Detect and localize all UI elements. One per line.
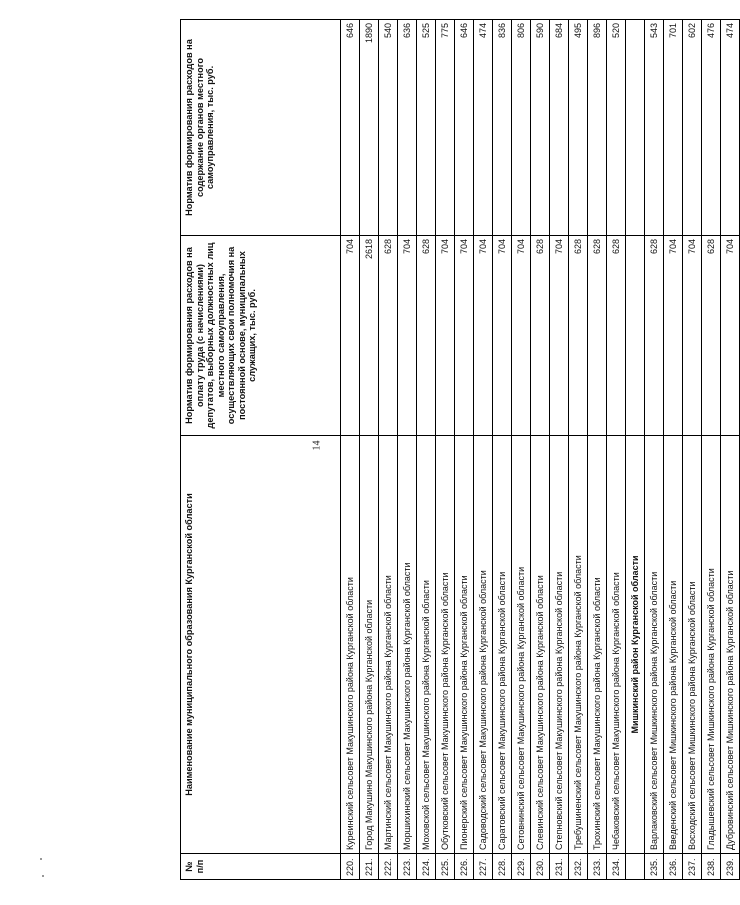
table-row [531, 20, 550, 880]
row-number: 225. [436, 854, 455, 880]
row-number: 222. [379, 854, 398, 880]
section-row [626, 20, 645, 880]
norm-maint-value: 590 [531, 20, 550, 236]
norm-pay-value: 628 [645, 236, 664, 436]
row-number: 223. [398, 854, 417, 880]
municipality-name: Саратовский сельсовет Макушинского района Курганской области [493, 436, 512, 854]
norm-pay-value: 704 [341, 236, 360, 436]
norm-maint-value: 775 [436, 20, 455, 236]
scan-speck [40, 858, 42, 860]
header-name: Наименование муниципального образования Курганской области [181, 436, 341, 854]
norm-pay-value: 704 [721, 236, 740, 436]
norm-pay-value: 704 [455, 236, 474, 436]
norm-maint-value: 602 [683, 20, 702, 236]
table-row [360, 20, 379, 880]
municipality-name: Трохинский сельсовет Макушинского района Курганской области [588, 436, 607, 854]
table-row [721, 20, 740, 880]
norm-maint-value: 701 [664, 20, 683, 236]
table-body-mishkino [645, 20, 740, 880]
header-norm-maint: Норматив формирования расходов на содержание органов местного самоуправления, тыс. руб. [181, 20, 341, 236]
table-section-mishkino [626, 20, 645, 880]
table-row [474, 20, 493, 880]
table-row [550, 20, 569, 880]
municipality-name: Чебаковский сельсовет Макушинского района Курганской области [607, 436, 626, 854]
norm-pay-value: 704 [398, 236, 417, 436]
norm-maint-value: 1890 [360, 20, 379, 236]
norm-maint-value: 495 [569, 20, 588, 236]
table-row [569, 20, 588, 880]
table-row [398, 20, 417, 880]
table-row [512, 20, 531, 880]
row-number: 220. [341, 854, 360, 880]
norm-pay-value: 628 [531, 236, 550, 436]
row-number: 227. [474, 854, 493, 880]
norm-maint-value: 474 [474, 20, 493, 236]
row-number: 238. [702, 854, 721, 880]
municipality-name: Моршихинский сельсовет Макушинского района Курганской области [398, 436, 417, 854]
row-number: 226. [455, 854, 474, 880]
municipality-name: Введенский сельсовет Мишкинского района Курганской области [664, 436, 683, 854]
municipality-name: Обутковский сельсовет Макушинского района Курганской области [436, 436, 455, 854]
header-num: № п/п [181, 854, 341, 880]
norm-maint-value: 684 [550, 20, 569, 236]
norm-maint-value: 476 [702, 20, 721, 236]
row-number: 233. [588, 854, 607, 880]
norm-maint-value: 543 [645, 20, 664, 236]
row-number: 237. [683, 854, 702, 880]
norm-maint-value: 474 [721, 20, 740, 236]
norm-pay-value: 2618 [360, 236, 379, 436]
table-row [493, 20, 512, 880]
row-number: 231. [550, 854, 569, 880]
norm-maint-value: 806 [512, 20, 531, 236]
header-norm-pay: Норматив формирования расходов на оплату труда (с начислениями) депутатов, выборных должностных лиц местного самоуправления, осуществляющих свои полномочия на постоянной основе, муниципальных служащих, тыс. руб. [181, 236, 341, 436]
row-number: 234. [607, 854, 626, 880]
row-number: 228. [493, 854, 512, 880]
municipality-name: Город Макушино Макушинского района Курганской области [360, 436, 379, 854]
table-header-row [181, 20, 341, 880]
municipality-name: Куреинский сельсовет Макушинского района Курганской области [341, 436, 360, 854]
municipality-name: Мартинский сельсовет Макушинского района Курганской области [379, 436, 398, 854]
norm-maint-value: 896 [588, 20, 607, 236]
scan-speck [42, 875, 44, 877]
norm-pay-value: 704 [683, 236, 702, 436]
table-row [683, 20, 702, 880]
table-row [436, 20, 455, 880]
norm-pay-value: 628 [607, 236, 626, 436]
norm-maint-value: 646 [455, 20, 474, 236]
table-body-makushino [341, 20, 626, 880]
row-number: 230. [531, 854, 550, 880]
norm-maint-value: 636 [398, 20, 417, 236]
rotated-table-container [180, 20, 735, 880]
row-number: 229. [512, 854, 531, 880]
norm-pay-value: 628 [588, 236, 607, 436]
norms-table [180, 19, 740, 880]
table-row [379, 20, 398, 880]
norm-maint-value: 525 [417, 20, 436, 236]
municipality-name: Садоводский сельсовет Макушинского района Курганской области [474, 436, 493, 854]
municipality-name: Степновский сельсовет Макушинского района Курганской области [550, 436, 569, 854]
municipality-name: Пионерский сельсовет Макушинского района Курганской области [455, 436, 474, 854]
norm-pay-value: 704 [664, 236, 683, 436]
page-number: 14 [311, 440, 323, 451]
row-number: 232. [569, 854, 588, 880]
table-row [417, 20, 436, 880]
norm-pay-value: 704 [512, 236, 531, 436]
municipality-name: Требушиненский сельсовет Макушинского района Курганской области [569, 436, 588, 854]
row-number: 224. [417, 854, 436, 880]
norm-maint-value: 540 [379, 20, 398, 236]
norm-pay-value: 628 [569, 236, 588, 436]
row-number: 239. [721, 854, 740, 880]
row-number: 236. [664, 854, 683, 880]
row-number: 221. [360, 854, 379, 880]
section-title: Мишкинский район Курганской области [626, 436, 645, 854]
municipality-name: Варлаковский сельсовет Мишкинского района Курганской области [645, 436, 664, 854]
table-row [645, 20, 664, 880]
norm-pay-value: 704 [550, 236, 569, 436]
table-row [588, 20, 607, 880]
municipality-name: Гладышевский сельсовет Мишкинского района Курганской области [702, 436, 721, 854]
norm-pay-value: 628 [702, 236, 721, 436]
municipality-name: Восходский сельсовет Мишкинского района Курганской области [683, 436, 702, 854]
norm-pay-value: 704 [436, 236, 455, 436]
municipality-name: Моховской сельсовет Макушинского района Курганской области [417, 436, 436, 854]
norm-pay-value: 628 [379, 236, 398, 436]
table-row [702, 20, 721, 880]
table-row [664, 20, 683, 880]
norm-pay-value: 628 [417, 236, 436, 436]
norm-pay-value: 704 [493, 236, 512, 436]
table-row [341, 20, 360, 880]
table-row [607, 20, 626, 880]
row-number: 235. [645, 854, 664, 880]
norm-maint-value: 520 [607, 20, 626, 236]
norm-maint-value: 646 [341, 20, 360, 236]
municipality-name: Сетовнинский сельсовет Макушинского района Курганской области [512, 436, 531, 854]
municipality-name: Дубровинский сельсовет Мишкинского района Курганской области [721, 436, 740, 854]
norm-pay-value: 704 [474, 236, 493, 436]
table-row [455, 20, 474, 880]
norm-maint-value: 836 [493, 20, 512, 236]
municipality-name: Слевинский сельсовет Макушинского района Курганской области [531, 436, 550, 854]
